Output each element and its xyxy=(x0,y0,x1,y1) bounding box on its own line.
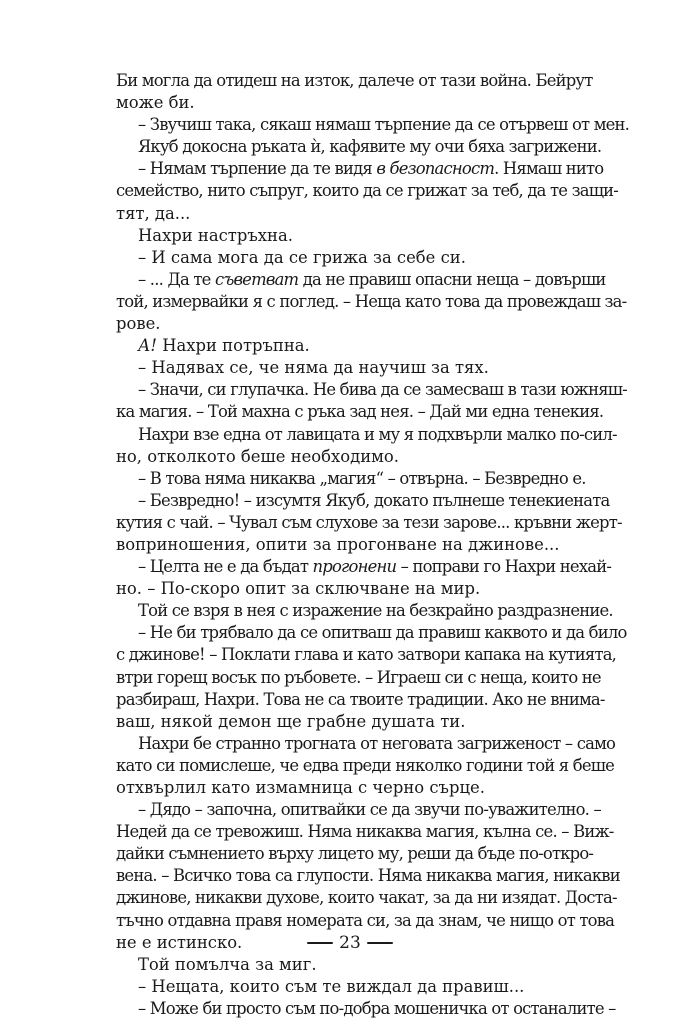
text-line: Той се взря в нея с изражение на безкрайно раздразнение. xyxy=(138,601,613,621)
text-line: ка магия. – Той махна с ръка зад нея. – Дай ми една тенекия. xyxy=(116,402,604,422)
text-line: А! Нахри потръпна. xyxy=(138,336,310,356)
folio-ornament-right xyxy=(367,942,393,944)
text-line: Нахри настръхна. xyxy=(138,225,293,245)
text-line: – Надявах се, че няма да научиш за тях. xyxy=(138,358,489,378)
text-line: семейство, нито съпруг, които да се грижат за теб, да те защи- xyxy=(116,181,619,201)
text-line: – Нещата, които съм те виждал да правиш... xyxy=(138,976,525,996)
folio-ornament-left xyxy=(307,942,333,944)
text-line: – Не би трябвало да се опитваш да правиш каквото и да било xyxy=(138,623,627,643)
text-line: ваш, някой демон ще грабне душата ти. xyxy=(116,711,466,731)
text-line: джинове, никакви духове, които чакат, за да ни изядат. Доста- xyxy=(116,888,617,908)
italic-emphasis: А! xyxy=(138,336,157,356)
text-line: рове. xyxy=(116,314,161,334)
text-line: – И сама мога да се грижа за себе си. xyxy=(138,247,466,267)
text-line: – Значи, си глупачка. Не бива да се замесваш в тази южняш- xyxy=(138,380,627,400)
text-line: – Целта не е да бъдат прогонени – поправи го Нахри нехай- xyxy=(138,557,612,577)
text-line: воприношения, опити за прогонване на джинове... xyxy=(116,534,560,554)
text-line: Нахри бе странно трогната от неговата загриженост – само xyxy=(138,733,616,753)
italic-emphasis: в безопасност xyxy=(376,159,495,179)
page-number-footer xyxy=(0,933,700,953)
text-line: кутия с чай. – Чувал съм слухове за тези зарове... кръвни жерт- xyxy=(116,512,622,532)
text-line: – Нямам търпение да те видя в безопасност. Нямаш нито xyxy=(138,159,604,179)
text-line: но, отколкото беше необходимо. xyxy=(116,446,399,466)
text-line: вена. – Всичко това са глупости. Няма никаква магия, никакви xyxy=(116,866,620,886)
text-line: тят, да... xyxy=(116,203,191,223)
text-line: Недей да се тревожиш. Няма никаква магия, кълна се. – Виж- xyxy=(116,822,614,842)
text-line: дайки съмнението върху лицето му, реши да бъде по-откро- xyxy=(116,844,594,864)
text-line: – Звучиш така, сякаш нямаш търпение да се отървеш от мен. xyxy=(138,115,630,135)
text-line: разбираш, Нахри. Това не са твоите традиции. Ако не внима- xyxy=(116,689,605,709)
text-line: – В това няма никаква „магия“ – отвърна. – Безвредно е. xyxy=(138,468,586,488)
text-line: – Може би просто съм по-добра мошеничка от останалите – xyxy=(138,998,616,1018)
text-line: Той помълча за миг. xyxy=(138,954,317,974)
italic-emphasis: съветват xyxy=(214,269,299,289)
text-line: Якуб докосна ръката ѝ, кафявите му очи бяха загрижени. xyxy=(138,137,602,157)
text-line: Нахри взе една от лавицата и му я подхвърли малко по-сил- xyxy=(138,424,617,444)
text-line: той, измервайки я с поглед. – Неща като това да провеждаш за- xyxy=(116,291,627,311)
page-number: 23 xyxy=(339,933,361,953)
text-line: – ... Да те съветват да не правиш опасни неща – довърши xyxy=(138,269,606,289)
text-line: като си помислеше, че едва преди няколко години той я беше xyxy=(116,755,615,775)
text-line: – Дядо – започна, опитвайки се да звучи по-уважително. – xyxy=(138,800,601,820)
text-line: тъчно отдавна правя номерата си, за да знам, че нищо от това xyxy=(116,910,615,930)
text-line: Би могла да отидеш на изток, далече от тази война. Бейрут xyxy=(116,71,593,90)
text-line: отхвърлил като измамница с черно сърце. xyxy=(116,778,485,797)
text-line: с джинове! – Поклати глава и като затвори капака на кутията, xyxy=(116,645,617,665)
text-line: – Безвредно! – изсумтя Якуб, докато пълнеше тенекиената xyxy=(138,490,610,510)
italic-emphasis: прогонени xyxy=(312,557,397,577)
text-line: може би. xyxy=(116,93,195,113)
text-line: но. – По-скоро опит за сключване на мир. xyxy=(116,579,481,599)
text-line: не е истинско. xyxy=(116,932,243,952)
text-line: втри горещ восък по ръбовете. – Играеш си с неща, които не xyxy=(116,667,601,687)
body-text xyxy=(116,70,630,1020)
